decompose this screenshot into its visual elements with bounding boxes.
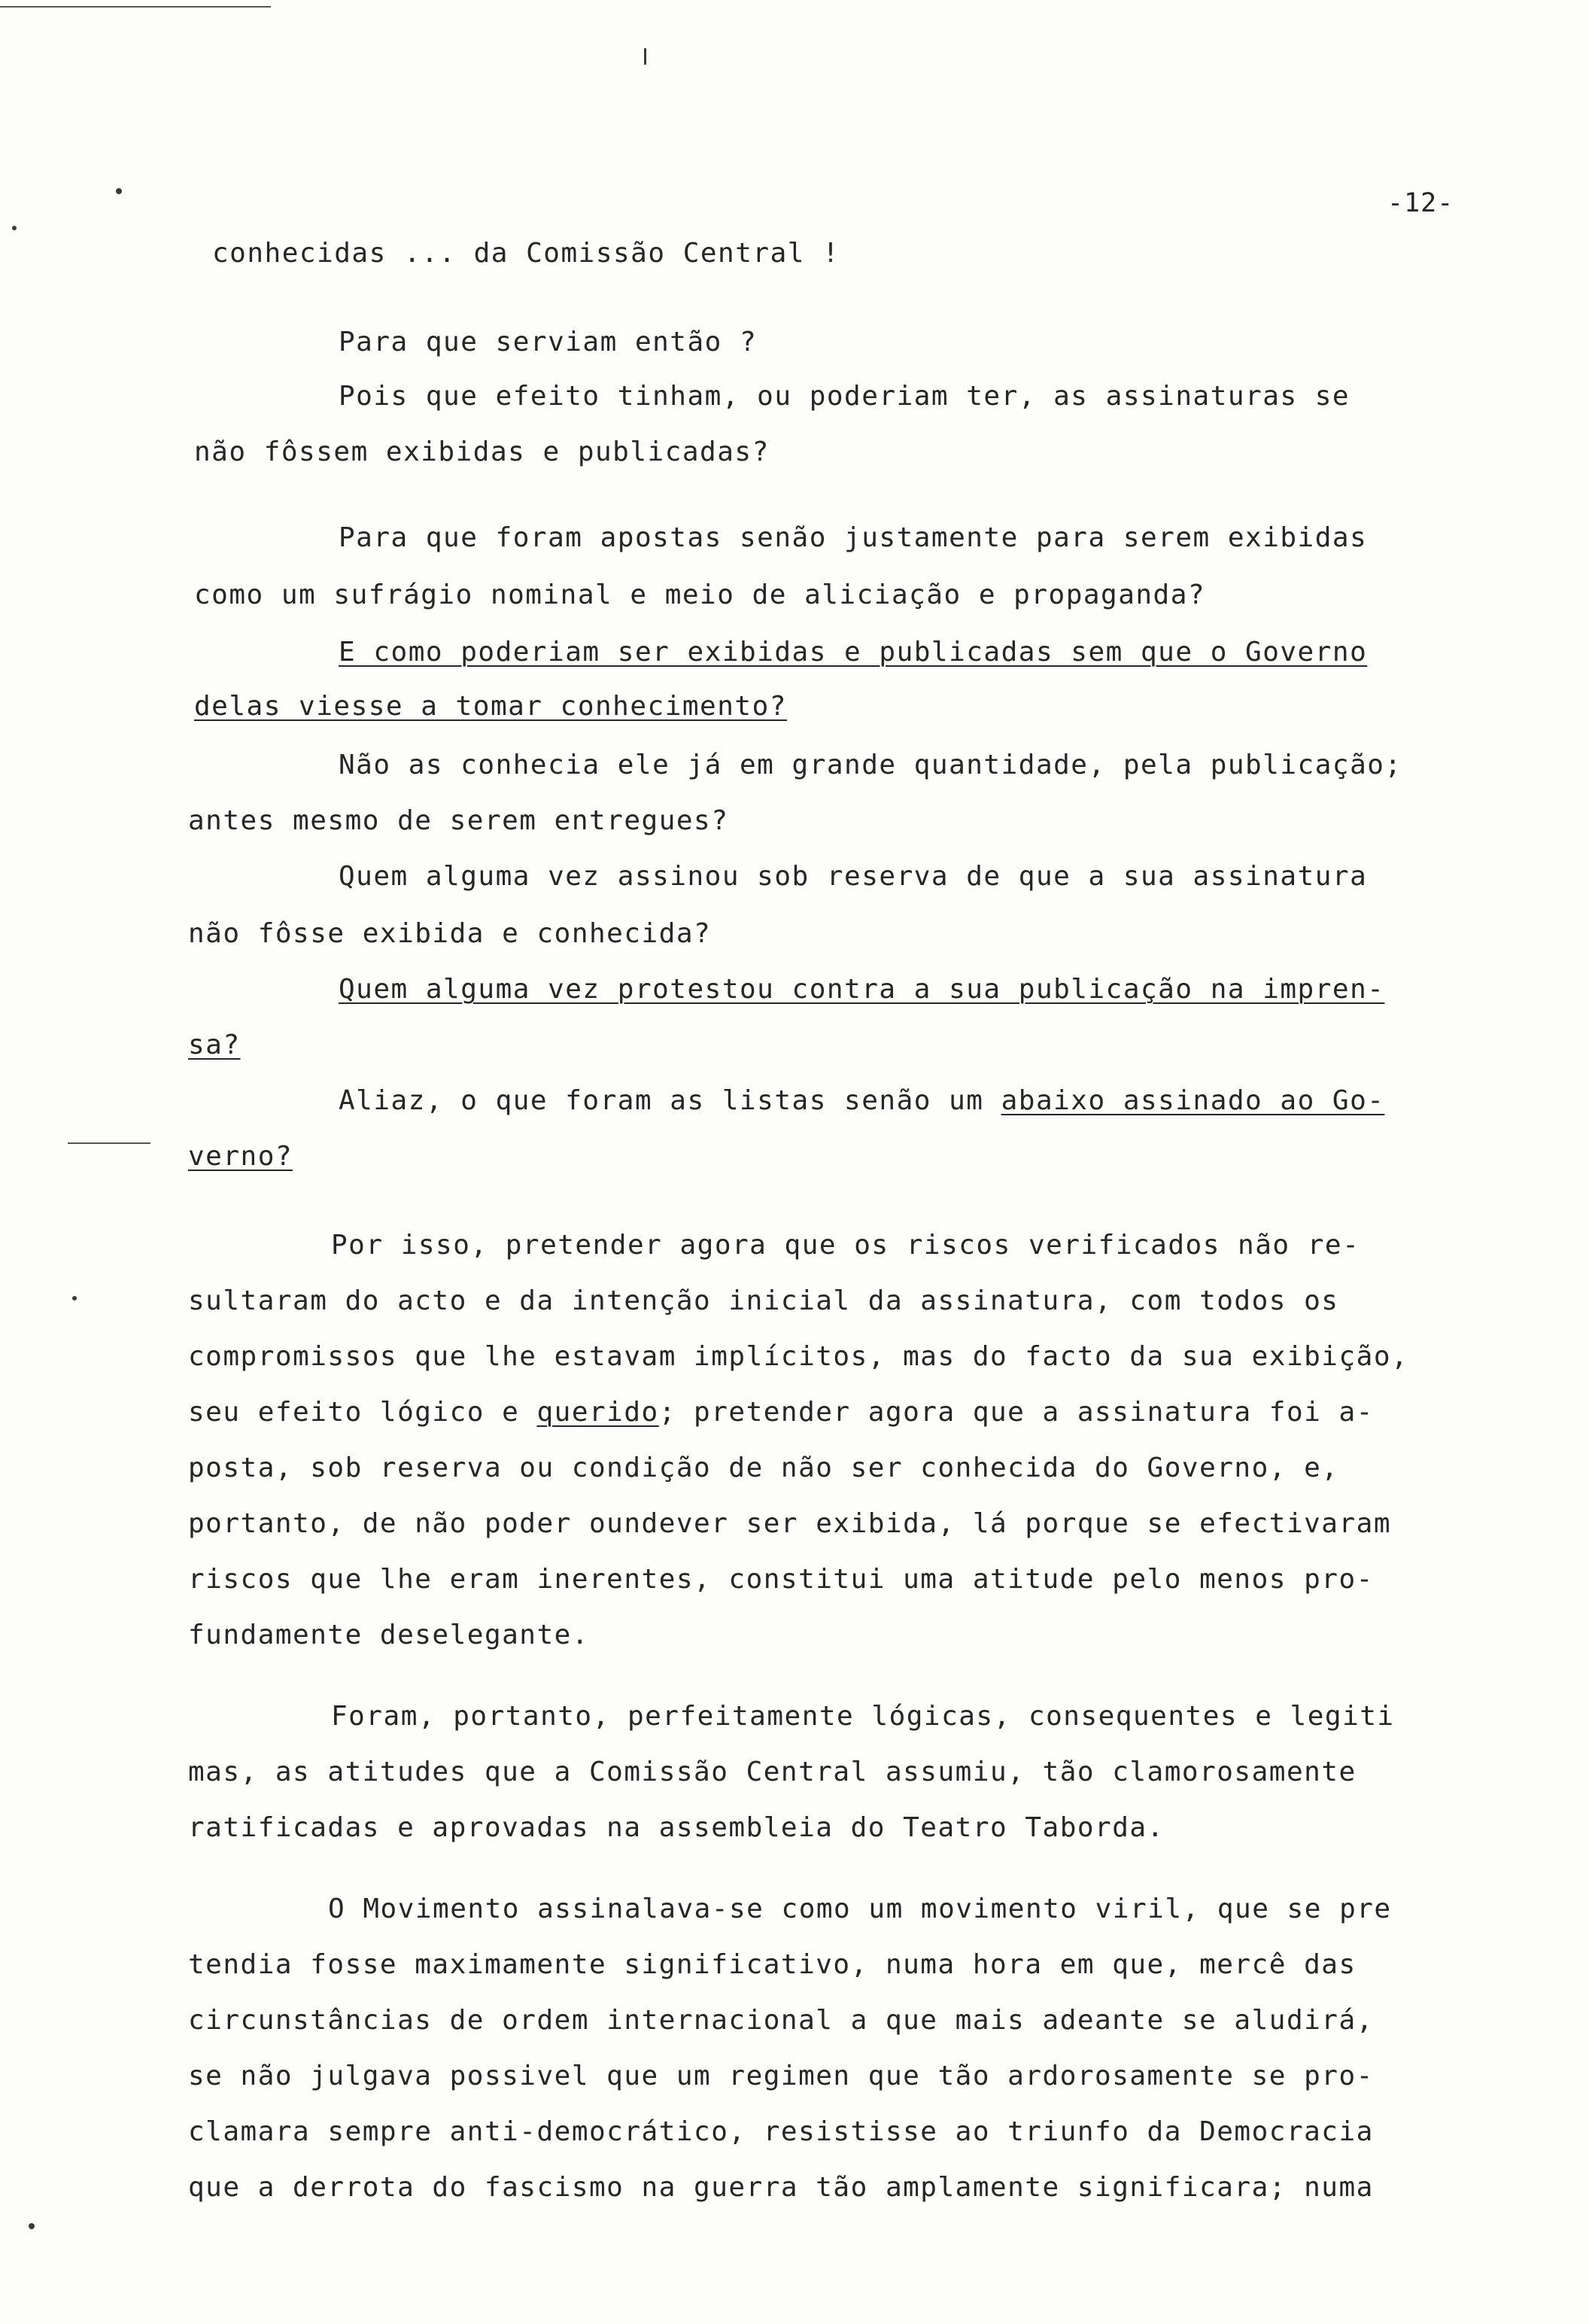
text-line <box>188 1284 1338 1319</box>
text-line <box>188 2170 1374 2205</box>
text-line <box>339 1084 1384 1118</box>
text-line <box>339 748 1402 783</box>
text-segment: circunstâncias de ordem internacional a que mais adeante se aludirá, <box>188 2005 1374 2036</box>
underlined-text: abaixo assinado ao Go- <box>1001 1085 1385 1116</box>
text-line <box>188 2115 1374 2149</box>
text-segment: O Movimento assinalava-se como um movimento viril, que se pre <box>328 1894 1392 1924</box>
text-line <box>339 635 1367 670</box>
text-segment: que a derrota do fascismo na guerra tão amplamente significara; numa <box>188 2172 1374 2203</box>
text-segment: sultaram do acto e da intenção inicial da assinatura, com todos os <box>188 1285 1339 1316</box>
text-line <box>194 689 787 724</box>
text-segment: não fôsse exibida e conhecida? <box>188 918 712 949</box>
text-line <box>212 236 840 271</box>
text-segment: como um sufrágio nominal e meio de aliciação e propaganda? <box>194 579 1206 610</box>
text-segment: posta, sob reserva ou condição de não ser conhecida do Governo, e, <box>188 1452 1339 1483</box>
text-line <box>188 1948 1357 1982</box>
text-line <box>331 1699 1395 1734</box>
speck <box>29 2223 35 2229</box>
text-line <box>188 2003 1374 2038</box>
text-segment: riscos que lhe eram inerentes, constitui uma atitude pelo menos pro- <box>188 1564 1374 1595</box>
text-segment: seu efeito lógico e <box>188 1397 537 1428</box>
text-line <box>188 1618 589 1653</box>
underlined-text: E como poderiam ser exibidas e publicadas sem que o Governo <box>339 637 1368 668</box>
text-segment: Por isso, pretender agora que os riscos verificados não re- <box>331 1230 1360 1261</box>
speck <box>12 226 17 230</box>
speck <box>116 188 122 194</box>
text-line <box>188 804 728 838</box>
text-segment: Para que serviam então ? <box>339 327 758 357</box>
text-segment: tendia fosse maximamente significativo, numa hora em que, mercê das <box>188 1949 1357 1980</box>
text-line <box>188 1340 1408 1374</box>
page-number: -12- <box>1387 188 1454 218</box>
text-line <box>188 1139 293 1174</box>
text-line <box>188 1755 1357 1790</box>
text-segment: Não as conhecia ele já em grande quantidade, pela publicação; <box>339 750 1402 780</box>
text-segment: antes mesmo de serem entregues? <box>188 805 729 836</box>
text-segment: ; pretender agora que a assinatura foi a- <box>658 1397 1374 1428</box>
text-line <box>188 1028 241 1063</box>
text-line <box>331 1228 1360 1263</box>
text-segment: se não julgava possivel que um regimen que tão ardorosamente se pro- <box>188 2061 1374 2091</box>
text-segment: Aliaz, o que foram as listas senão um <box>339 1085 1001 1116</box>
underlined-text: sa? <box>188 1030 241 1060</box>
text-line <box>188 1811 1165 1845</box>
text-line <box>339 859 1367 894</box>
margin-dash-mark <box>68 1142 150 1144</box>
text-line <box>188 917 711 951</box>
text-line <box>188 1562 1374 1597</box>
text-line <box>188 1451 1338 1486</box>
text-segment: clamara sempre anti-democrático, resistisse ao triunfo da Democracia <box>188 2116 1374 2147</box>
text-segment: portanto, de não poder oundever ser exibida, lá porque se efectivaram <box>188 1508 1391 1539</box>
text-line <box>339 972 1384 1007</box>
text-segment: ratificadas e aprovadas na assembleia do Teatro Taborda. <box>188 1812 1165 1843</box>
underlined-text: Quem alguma vez protestou contra a sua publicação na impren- <box>339 974 1385 1005</box>
text-segment: Para que foram apostas senão justamente para serem exibidas <box>339 522 1368 553</box>
text-segment: mas, as atitudes que a Comissão Central assumiu, tão clamorosamente <box>188 1757 1357 1787</box>
text-line <box>339 325 757 360</box>
text-segment: fundamente deselegante. <box>188 1620 589 1650</box>
text-segment: conhecidas ... da Comissão Central ! <box>212 238 840 269</box>
text-line <box>339 379 1350 414</box>
text-line <box>194 578 1205 613</box>
text-line <box>188 1395 1374 1430</box>
text-segment: compromissos que lhe estavam implícitos, mas do facto da sua exibição, <box>188 1341 1409 1372</box>
underlined-text: querido <box>536 1397 659 1428</box>
top-edge-mark <box>0 6 271 8</box>
text-segment: Pois que efeito tinham, ou poderiam ter, as assinaturas se <box>339 381 1350 412</box>
text-line <box>188 1507 1391 1541</box>
underlined-text: delas viesse a tomar conhecimento? <box>194 691 787 722</box>
speck <box>72 1296 77 1300</box>
text-segment: Foram, portanto, perfeitamente lógicas, consequentes e legiti <box>331 1701 1395 1732</box>
text-segment: Quem alguma vez assinou sob reserva de que a sua assinatura <box>339 861 1368 892</box>
text-line <box>339 521 1367 555</box>
text-line <box>194 435 770 470</box>
text-line <box>188 2059 1374 2094</box>
text-line <box>328 1892 1392 1927</box>
speck <box>644 48 646 65</box>
text-segment: não fôssem exibidas e publicadas? <box>194 437 770 467</box>
underlined-text: verno? <box>188 1141 293 1172</box>
